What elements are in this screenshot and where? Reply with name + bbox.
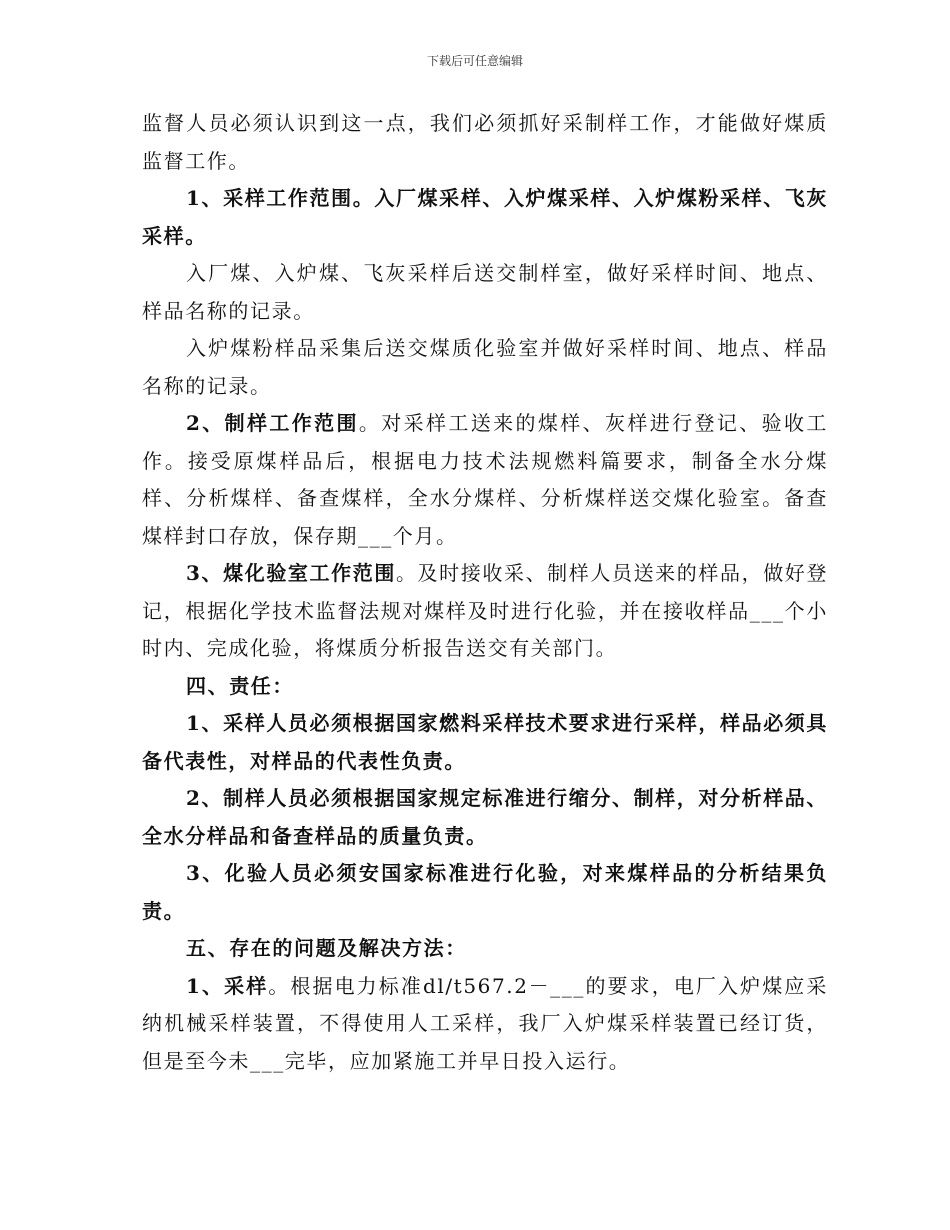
document-body — [142, 105, 828, 1080]
lab-scope-text: 。及时接收采、制样人员送来的样品，做好登记，根据化学技术监督法规对煤样及时进行化验，并在接收样品___个小时内、完成化验，将煤质分析报告送交有关部门。 — [142, 561, 829, 660]
prep-scope-heading: 2、制样工作范围 — [186, 411, 359, 435]
paragraph-lab-scope — [142, 555, 828, 668]
paragraph-sample-records: 入厂煤、入炉煤、飞灰采样后送交制样室，做好采样时间、地点、样品名称的记录。 — [142, 261, 828, 323]
paragraph-sampler-duty: 1、采样人员必须根据国家燃料采样技术要求进行采样，样品必须具备代表性，对样品的代表性负责。 — [142, 711, 828, 773]
lab-scope-heading: 3、煤化验室工作范围 — [186, 561, 396, 585]
paragraph-powder-samples: 入炉煤粉样品采集后送交煤质化验室并做好采样时间、地点、样品名称的记录。 — [142, 336, 828, 398]
paragraph-sampling-scope: 1、采样工作范围。入厂煤采样、入炉煤采样、入炉煤粉采样、飞灰采样。 — [142, 186, 828, 248]
paragraph-prep-scope — [142, 405, 828, 555]
prep-scope-text: 。对采样工送来的煤样、灰样进行登记、验收工作。接受原煤样品后，根据电力技术法规燃料篇要求，制备全水分煤样、分析煤样、备查煤样，全水分煤样、分析煤样送交煤化验室。备查煤样封口存放，保存期___个月。 — [142, 411, 829, 548]
section-heading-responsibilities: 四、责任： — [186, 673, 294, 698]
page-header: 下载后可任意编辑 — [426, 54, 523, 68]
section-heading-problems: 五、存在的问题及解决方法： — [186, 936, 467, 960]
sampling-problem-heading: 1、采样 — [186, 973, 269, 998]
paragraph-preparer-duty: 2、制样人员必须根据国家规定标准进行缩分、制样，对分析样品、全水分样品和备查样品的质量负责。 — [142, 786, 828, 848]
sampling-problem-text: 。根据电力标准dl/t567.2－___的要求，电厂入炉煤应采纳机械采样装置，不得使用人工采样，我厂入炉煤采样装置已经订货，但是至今未___完毕，应加紧施工并早日投入运行。 — [142, 973, 828, 1073]
paragraph-intro: 监督人员必须认识到这一点，我们必须抓好采制样工作，才能做好煤质监督工作。 — [142, 111, 828, 173]
paragraph-sampling-problem — [142, 968, 828, 1081]
paragraph-analyst-duty: 3、化验人员必须安国家标准进行化验，对来煤样品的分析结果负责。 — [142, 861, 828, 923]
